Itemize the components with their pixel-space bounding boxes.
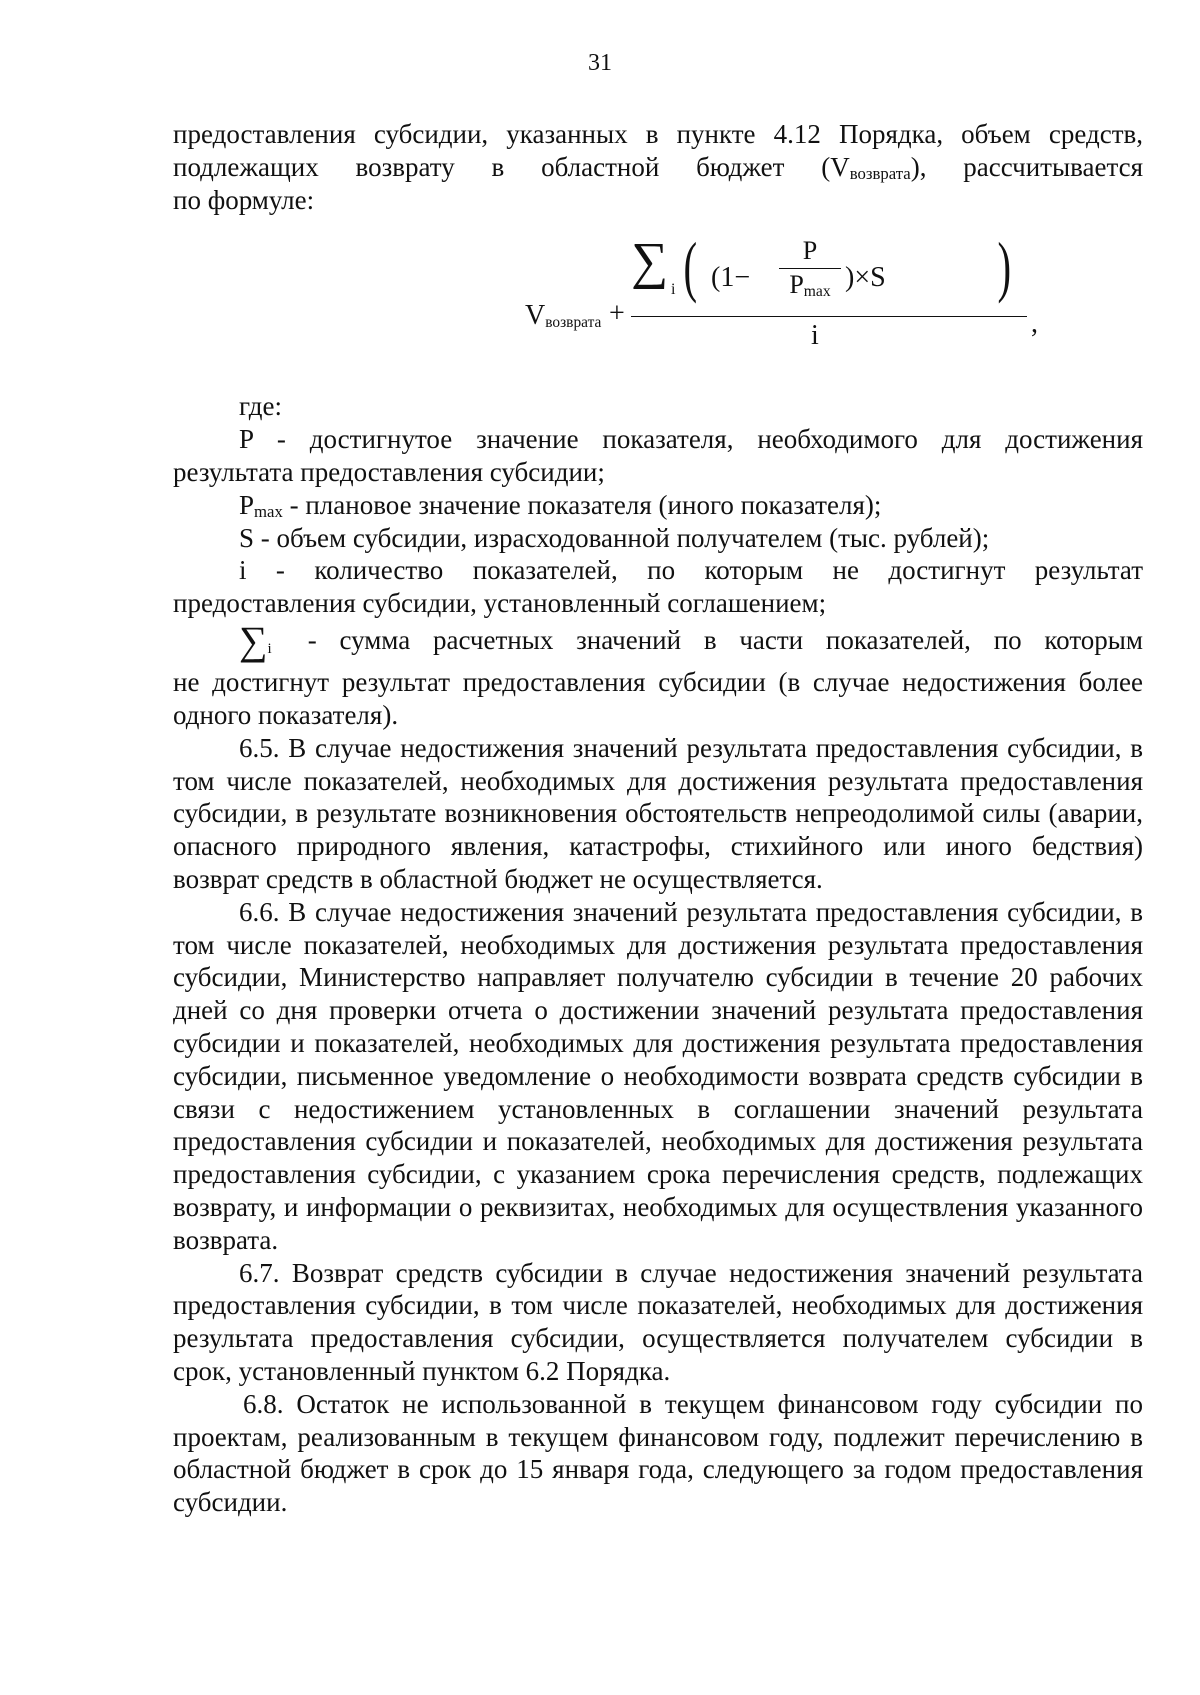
formula-denominator: i bbox=[811, 320, 819, 352]
intro-line-2 bbox=[173, 151, 1143, 184]
def-sigma-sub: i bbox=[267, 641, 272, 658]
formula-frac-den bbox=[779, 271, 841, 299]
formula-paren-left: ( bbox=[683, 228, 698, 305]
intro-line-3: по формуле: bbox=[173, 184, 315, 215]
def-sigma-text: - сумма расчетных значений в части показателей, по которым bbox=[307, 624, 1143, 655]
def-p-line-2: результата предоставления субсидии; bbox=[173, 456, 605, 487]
paragraph-6-5: 6.5. В случае недостижения значений результата предоставления субсидии, в том числе показателей, необходимых для достижения результата предоставления субсидии, в результате возникновения обстоятельств непреодолимой силы (аварии, опасного природного явления, катастрофы, стихийного или иного бедствия) возврат средств в областной бюджет не осуществляется. bbox=[173, 732, 1143, 895]
formula-v-main: V bbox=[525, 300, 546, 332]
def-i-line-2: предоставления субсидии, установленный соглашением; bbox=[173, 588, 827, 619]
paragraph-6-6: 6.6. В случае недостижения значений результата предоставления субсидии, в том числе показателей, необходимых для достижения результата предоставления субсидии, Министерство направляет получателю субсидии в течение 20 рабочих дней со дня проверки отчета о достижении значений результата предоставления субсидии и показателей, необходимых для достижения результата предоставления субсидии, письменное уведомление о необходимости возврата средств субсидии в связи с недостижением установленных в соглашении значений результата предоставления субсидии и показателей, необходимых для достижения результата предоставления субсидии, с указанием срока перечисления средств, подлежащих возврату, и информации о реквизитах, необходимых для осуществления указанного возврата. bbox=[173, 896, 1143, 1255]
def-pmax bbox=[173, 489, 1143, 522]
formula-sigma-sub: i bbox=[671, 281, 676, 299]
formula-paren-right: ) bbox=[997, 228, 1012, 305]
formula-block bbox=[173, 216, 1143, 368]
where-label: где: bbox=[239, 391, 282, 422]
v-vozvrata-sub: возврата bbox=[849, 163, 911, 183]
formula-comma: , bbox=[1031, 308, 1038, 340]
def-sigma-symbol: ∑ bbox=[239, 617, 268, 663]
paragraph-6-7: 6.7. Возврат средств субсидии в случае недостижения значений результата предоставления субсидии, в том числе показателей, необходимых для достижения результата предоставления субсидии, осуществляется получателем субсидии в срок, установленный пунктом 6.2 Порядка. bbox=[173, 1257, 1143, 1386]
formula-frac-num: P bbox=[802, 236, 818, 266]
formula-frac-bar bbox=[779, 268, 841, 269]
def-s: S - объем субсидии, израсходованной получателем (тыс. рублей); bbox=[239, 522, 990, 553]
page-number: 31 bbox=[588, 50, 612, 76]
formula-inner-post: )×S bbox=[845, 262, 886, 294]
formula-v bbox=[525, 300, 601, 333]
intro-line-2-post: ), рассчитывается bbox=[910, 151, 1144, 182]
intro-line-1: предоставления субсидии, указанных в пункте 4.12 Порядка, объем средств, bbox=[173, 119, 1143, 149]
def-pmax-sub: max bbox=[254, 501, 283, 521]
formula-sigma: ∑ bbox=[631, 233, 669, 291]
def-pmax-main: P bbox=[239, 489, 255, 520]
formula-v-sub: возврата bbox=[545, 314, 602, 332]
def-p-line-1: P - достигнутое значение показателя, необходимого для достижения bbox=[239, 424, 1143, 455]
def-sigma-line-2: не достигнут результат предоставления субсидии (в случае недостижения более одного показателя). bbox=[173, 667, 1143, 731]
formula-inner-fraction bbox=[779, 236, 841, 299]
intro-line-2-pre: подлежащих возврату в областной бюджет (V bbox=[173, 151, 850, 182]
def-i-line-1: i - количество показателей, по которым не достигнут результат bbox=[239, 555, 1143, 586]
paragraph-6-8: 6.8. Остаток не использованной в текущем финансовом году субсидии по проектам, реализованным в текущем финансовом году, подлежит перечислению в областной бюджет в срок до 15 января года, следующего за годом предоставления субсидии. bbox=[173, 1388, 1143, 1518]
page-content bbox=[173, 118, 1143, 1519]
formula-main-bar bbox=[631, 316, 1027, 317]
formula-plus: + bbox=[609, 298, 625, 330]
formula-frac-den-main: P bbox=[789, 270, 804, 300]
formula-inner-pre: (1− bbox=[711, 262, 751, 294]
formula-numerator bbox=[631, 228, 1023, 312]
def-pmax-text: - плановое значение показателя (иного показателя); bbox=[282, 489, 882, 520]
formula-frac-den-sub: max bbox=[803, 283, 831, 301]
def-sigma-line-1 bbox=[173, 617, 1143, 666]
